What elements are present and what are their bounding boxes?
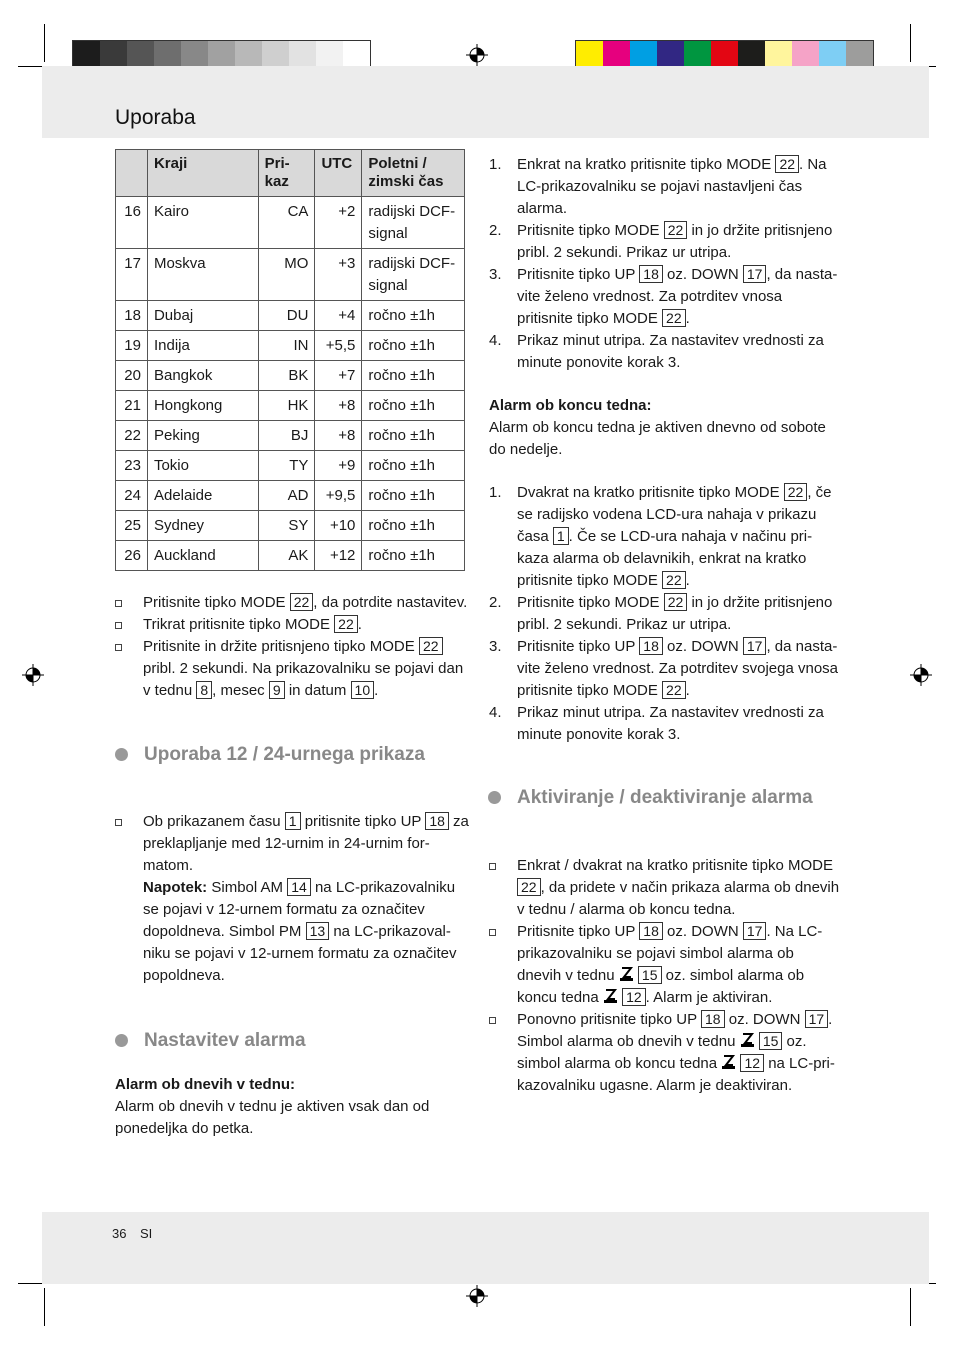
table-cell: AD xyxy=(258,481,315,511)
color-swatch xyxy=(262,41,289,69)
text: Dvakrat na kratko pritisnite tipko MODE xyxy=(517,484,784,501)
text: oz. DOWN xyxy=(662,923,743,940)
text: . xyxy=(685,572,690,589)
table-cell: +7 xyxy=(315,361,362,391)
paragraph: Alarm ob dnevih v tednu je aktiven vsak dan od ponedeljka do petka. xyxy=(115,1098,430,1137)
color-swatch xyxy=(154,41,181,69)
table-cell: BJ xyxy=(258,421,315,451)
ref-number: 17 xyxy=(805,1010,829,1028)
ref-number: 22 xyxy=(419,637,443,655)
text: , da nasta-vite želeno vrednost. Za potrditev svojega vnosa pritisnite tipko MODE xyxy=(517,638,839,699)
table-cell: 19 xyxy=(116,331,148,361)
time-zone-table xyxy=(115,149,465,571)
text: , da potrdite nastavitev. xyxy=(313,594,468,611)
text: Pritisnite tipko MODE xyxy=(517,594,664,611)
table-cell: ročno ±1h xyxy=(362,331,465,361)
table-cell: radijski DCF-signal xyxy=(362,197,465,249)
text: oz. DOWN xyxy=(662,638,743,655)
text: Ob prikazanem času xyxy=(143,813,285,830)
table-cell: 18 xyxy=(116,301,148,331)
text: . Na LC-prikazovalniku se pojavi nastavljeni čas alarma. xyxy=(517,156,827,217)
ref-number: 8 xyxy=(196,681,212,699)
ref-number: 13 xyxy=(306,922,330,940)
ref-number: 22 xyxy=(664,593,688,611)
table-cell: TY xyxy=(258,451,315,481)
table-row xyxy=(116,301,465,331)
weekday-alarm-block xyxy=(115,1074,455,1140)
step-number: 4. xyxy=(489,704,502,721)
section-heading xyxy=(144,1030,444,1052)
table-cell: 16 xyxy=(116,197,148,249)
heading-text: Nastavitev alarma xyxy=(144,1030,306,1051)
table-cell: AK xyxy=(258,541,315,571)
crop-mark xyxy=(910,1288,911,1326)
color-swatch xyxy=(208,41,235,69)
step-number: 4. xyxy=(489,332,502,349)
table-cell: ročno ±1h xyxy=(362,481,465,511)
heading-text: Uporaba 12 / 24-urnega prikaza xyxy=(144,744,425,765)
page-language: SI xyxy=(140,1226,153,1241)
table-cell: +8 xyxy=(315,421,362,451)
text: . Če se LCD-ura nahaja v načinu pri-kaza alarma ob delavnikih, enkrat na kratko pritisnite tipko MODE xyxy=(517,528,813,589)
ref-number: 17 xyxy=(743,922,767,940)
paragraph: Alarm ob koncu tedna je aktiven dnevno od sobote do nedelje. xyxy=(489,419,826,458)
table-cell: Auckland xyxy=(147,541,258,571)
left-bullets xyxy=(115,592,470,702)
list-item xyxy=(115,811,470,987)
alarm-bell-icon xyxy=(619,966,634,982)
ref-number: 22 xyxy=(662,309,686,327)
crop-mark xyxy=(44,24,45,62)
table-cell: MO xyxy=(258,249,315,301)
ref-number: 18 xyxy=(639,265,663,283)
table-cell: Hongkong xyxy=(147,391,258,421)
ref-number: 18 xyxy=(639,637,663,655)
page-number: 36 xyxy=(112,1226,127,1241)
step-item xyxy=(489,330,839,374)
text: Ponovno pritisnite tipko UP xyxy=(517,1011,701,1028)
table-row xyxy=(116,421,465,451)
text: oz. simbol alarma ob koncu tedna xyxy=(517,967,805,1006)
color-swatch xyxy=(127,41,154,69)
alarm-bell-icon xyxy=(603,988,618,1004)
table-cell: DU xyxy=(258,301,315,331)
text: Trikrat pritisnite tipko MODE xyxy=(143,616,335,633)
table-row xyxy=(116,197,465,249)
list-item xyxy=(489,1009,841,1097)
table-cell: Sydney xyxy=(147,511,258,541)
table-cell: 17 xyxy=(116,249,148,301)
section-heading xyxy=(517,787,837,809)
color-swatch xyxy=(846,41,873,69)
table-cell: +8 xyxy=(315,391,362,421)
table-cell: ročno ±1h xyxy=(362,511,465,541)
ref-number: 22 xyxy=(775,155,799,173)
alarm-bell-icon xyxy=(740,1032,755,1048)
text: . xyxy=(685,310,690,327)
color-swatch xyxy=(738,41,765,69)
table-cell: ročno ±1h xyxy=(362,391,465,421)
step-item xyxy=(489,636,839,702)
table-cell: +10 xyxy=(315,511,362,541)
color-swatch xyxy=(316,41,343,69)
ref-number: 15 xyxy=(759,1032,783,1050)
step-item xyxy=(489,482,839,592)
table-cell: 24 xyxy=(116,481,148,511)
step-item xyxy=(489,264,839,330)
ref-number: 9 xyxy=(269,681,285,699)
heading-text: Aktiviranje / deaktiviranje alarma xyxy=(517,787,813,808)
activate-alarm-body xyxy=(489,855,841,1097)
table-cell: 25 xyxy=(116,511,148,541)
color-swatch xyxy=(657,41,684,69)
registration-mark-icon xyxy=(22,664,44,686)
table-cell: +12 xyxy=(315,541,362,571)
step-item xyxy=(489,154,839,220)
text: Prikaz minut utripa. Za nastavitev vrednosti za minute ponovite korak 3. xyxy=(517,704,824,743)
table-cell: Bangkok xyxy=(147,361,258,391)
text: . xyxy=(357,616,362,633)
color-swatch xyxy=(603,41,630,69)
step-number: 1. xyxy=(489,484,502,501)
ref-number: 22 xyxy=(662,681,686,699)
ref-number: 22 xyxy=(662,571,686,589)
text: Pritisnite tipko UP xyxy=(517,638,640,655)
subheading: Alarm ob dnevih v tednu: xyxy=(115,1076,296,1093)
table-row xyxy=(116,249,465,301)
table-row xyxy=(116,391,465,421)
table-cell: +4 xyxy=(315,301,362,331)
table-row xyxy=(116,331,465,361)
table-cell: BK xyxy=(258,361,315,391)
step-number: 3. xyxy=(489,638,502,655)
step-number: 1. xyxy=(489,156,502,173)
registration-mark-icon xyxy=(910,664,932,686)
color-swatch xyxy=(73,41,100,69)
ref-number: 14 xyxy=(287,878,311,896)
text: Enkrat na kratko pritisnite tipko MODE xyxy=(517,156,776,173)
text: . xyxy=(685,682,690,699)
text: Pritisnite tipko MODE xyxy=(143,594,290,611)
table-cell: +5,5 xyxy=(315,331,362,361)
ref-number: 15 xyxy=(638,966,662,984)
text: Prikaz minut utripa. Za nastavitev vrednosti za minute ponovite korak 3. xyxy=(517,332,824,371)
note-label: Napotek: xyxy=(143,879,208,896)
list-item xyxy=(489,921,841,1009)
table-cell: SY xyxy=(258,511,315,541)
table-cell: ročno ±1h xyxy=(362,361,465,391)
text: oz. DOWN xyxy=(662,266,743,283)
ref-number: 18 xyxy=(639,922,663,940)
table-header-cell: UTC xyxy=(315,150,362,197)
color-swatch xyxy=(792,41,819,69)
text: Simbol AM xyxy=(207,879,288,896)
text: , če se radijsko vodena LCD-ura nahaja v prikazu časa xyxy=(517,484,832,545)
text: , da pridete v način prikaza alarma ob dnevih v tednu / alarma ob koncu tedna. xyxy=(517,879,840,918)
text: in jo držite pritisnjeno pribl. 2 sekundi. Prikaz ur utripa. xyxy=(517,594,833,633)
registration-mark-icon xyxy=(466,1285,488,1307)
text: na LC-pri-kazovalniku ugasne. Alarm je deaktiviran. xyxy=(517,1055,835,1094)
ref-number: 22 xyxy=(334,615,358,633)
table-cell: 22 xyxy=(116,421,148,451)
table-cell: +2 xyxy=(315,197,362,249)
table-row xyxy=(116,361,465,391)
table-header-cell: Poletni / zimski čas xyxy=(362,150,465,197)
ref-number: 18 xyxy=(425,812,449,830)
table-cell: Dubaj xyxy=(147,301,258,331)
table-cell: +9,5 xyxy=(315,481,362,511)
section-12-24-body xyxy=(115,811,470,987)
text: in jo držite pritisnjeno pribl. 2 sekundi. Prikaz ur utripa. xyxy=(517,222,833,261)
text: . Alarm je aktiviran. xyxy=(645,989,773,1006)
crop-mark xyxy=(44,1288,45,1326)
ref-number: 17 xyxy=(743,265,767,283)
table-cell: 20 xyxy=(116,361,148,391)
table-cell: 26 xyxy=(116,541,148,571)
step-item xyxy=(489,702,839,746)
ref-number: 12 xyxy=(740,1054,764,1072)
color-swatch xyxy=(765,41,792,69)
list-item xyxy=(115,614,470,636)
ref-number: 22 xyxy=(517,878,541,896)
text: Pritisnite in držite pritisnjeno tipko MODE xyxy=(143,638,419,655)
table-cell: Adelaide xyxy=(147,481,258,511)
text: pritisnite tipko UP xyxy=(300,813,426,830)
text: . xyxy=(374,682,379,699)
step-number: 2. xyxy=(489,222,502,239)
color-swatch xyxy=(289,41,316,69)
text: in datum xyxy=(284,682,351,699)
text: Enkrat / dvakrat na kratko pritisnite tipko MODE xyxy=(517,857,833,874)
table-cell: Kairo xyxy=(147,197,258,249)
ref-number: 22 xyxy=(664,221,688,239)
table-cell: +3 xyxy=(315,249,362,301)
text: Pritisnite tipko MODE xyxy=(517,222,664,239)
text: na LC-prikazovalniku se pojavi v 12-urnem formatu za označitev dopoldneva. Simbol PM xyxy=(143,879,456,940)
step-item xyxy=(489,220,839,264)
text: . Na LC-prikazovalniku se pojavi simbol alarma ob dnevih v tednu xyxy=(517,923,823,984)
color-swatch xyxy=(181,41,208,69)
list-item xyxy=(115,592,470,614)
table-header-cell: Kraji xyxy=(147,150,258,197)
text: Pritisnite tipko UP xyxy=(517,923,640,940)
text: Pritisnite tipko UP xyxy=(517,266,640,283)
ref-number: 12 xyxy=(622,988,646,1006)
table-row xyxy=(116,451,465,481)
step-number: 2. xyxy=(489,594,502,611)
section-heading xyxy=(144,744,444,766)
table-header-cell: Pri- kaz xyxy=(258,150,315,197)
steps-list-weekday xyxy=(489,154,839,374)
ref-number: 1 xyxy=(285,812,301,830)
list-item xyxy=(115,636,470,702)
ref-number: 22 xyxy=(290,593,314,611)
crop-mark xyxy=(910,24,911,62)
color-swatch xyxy=(684,41,711,69)
table-cell: Moskva xyxy=(147,249,258,301)
table-cell: radijski DCF-signal xyxy=(362,249,465,301)
step-number: 3. xyxy=(489,266,502,283)
table-header-row xyxy=(116,150,465,197)
ref-number: 1 xyxy=(553,527,569,545)
list-item xyxy=(489,855,841,921)
ref-number: 18 xyxy=(701,1010,725,1028)
table-cell: CA xyxy=(258,197,315,249)
text: oz. DOWN xyxy=(724,1011,805,1028)
table-cell: ročno ±1h xyxy=(362,451,465,481)
color-swatch xyxy=(630,41,657,69)
footer-band xyxy=(42,1212,929,1284)
color-swatch xyxy=(100,41,127,69)
text: za preklapljanje med 12-urnim in 24-urnim for-matom. xyxy=(143,813,469,874)
ref-number: 10 xyxy=(351,681,375,699)
text: oz. simbol alarma ob koncu tedna xyxy=(517,1033,807,1072)
alarm-bell-icon xyxy=(721,1054,736,1070)
color-swatch xyxy=(343,41,370,69)
table-cell: Indija xyxy=(147,331,258,361)
table-row xyxy=(116,481,465,511)
table-cell: IN xyxy=(258,331,315,361)
table-cell: 21 xyxy=(116,391,148,421)
table-row xyxy=(116,511,465,541)
color-swatch xyxy=(235,41,262,69)
table-cell: +9 xyxy=(315,451,362,481)
registration-mark-icon xyxy=(466,44,488,66)
text: pribl. 2 sekundi. Na prikazovalniku se pojavi dan v tednu xyxy=(143,660,464,699)
table-header-cell xyxy=(116,150,148,197)
color-swatch xyxy=(819,41,846,69)
steps-list-weekend xyxy=(489,482,839,746)
table-cell: ročno ±1h xyxy=(362,301,465,331)
text: , da nasta-vite želeno vrednost. Za potrditev vnosa pritisnite tipko MODE xyxy=(517,266,838,327)
text: na LC-prikazoval-niku se pojavi v 12-urnem formatu za označitev popoldneva. xyxy=(143,923,457,984)
step-item xyxy=(489,592,839,636)
text: , mesec xyxy=(212,682,269,699)
table-cell: Tokio xyxy=(147,451,258,481)
table-cell: ročno ±1h xyxy=(362,541,465,571)
color-swatch xyxy=(711,41,738,69)
table-cell: 23 xyxy=(116,451,148,481)
table-row xyxy=(116,541,465,571)
ref-number: 22 xyxy=(784,483,808,501)
subheading: Alarm ob koncu tedna: xyxy=(489,397,652,414)
text: . Simbol alarma ob dnevih v tednu xyxy=(517,1011,833,1050)
table-cell: ročno ±1h xyxy=(362,421,465,451)
color-swatch xyxy=(576,41,603,69)
table-cell: Peking xyxy=(147,421,258,451)
weekend-alarm-block xyxy=(489,395,839,461)
ref-number: 17 xyxy=(743,637,767,655)
page-title: Uporaba xyxy=(115,106,196,129)
table-cell: HK xyxy=(258,391,315,421)
